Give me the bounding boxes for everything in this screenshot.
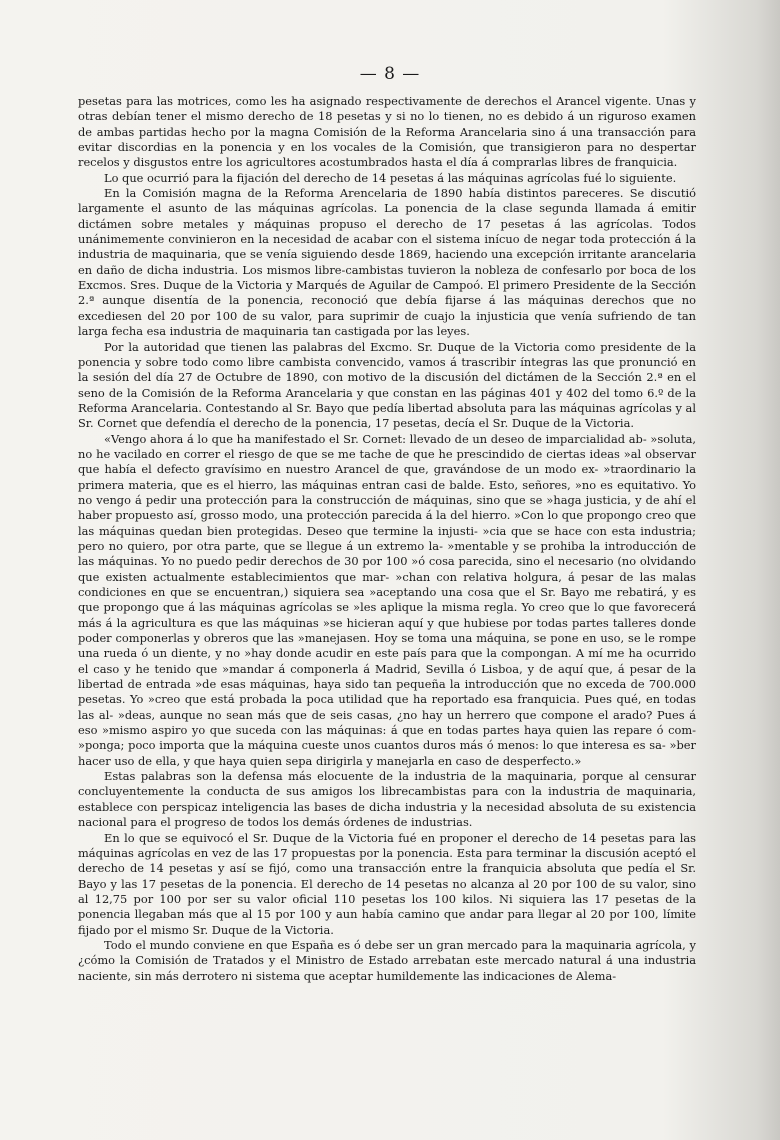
- body-text: [78, 94, 696, 984]
- paragraph: Por la autoridad que tienen las palabras del Excmo. Sr. Duque de la Victoria como presidente de la ponencia y sobre todo como libre cambista convencido, vamos á trascribir íntegras las que pronunció en la sesión del día 27 de Octubre de 1890, con motivo de la discusión del dictámen de la Sección 2.ª en el seno de la Comisión de la Reforma Arancelaria y que constan en las páginas 401 y 402 del tomo 6.º de la Reforma Arancelaria. Contestando al Sr. Bayo que pedía libertad absoluta para las máquinas agrícolas y al Sr. Cornet que defendía el derecho de la ponencia, 17 pesetas, decía el Sr. Duque de la Victoria.: [78, 339, 696, 431]
- paragraph: pesetas para las motrices, como les ha asignado respectivamente de derechos el Arancel vigente. Unas y otras debían tener el mismo derecho de 18 pesetas y si no lo tienen, no es debido á un riguroso examen de ambas partidas hecho por la magna Comisión de la Reforma Arancelaria sino á una transacción para evitar discordias en la ponencia y en los vocales de la Comisión, que transigieron para no despertar recelos y disgustos entre los agricultores acostumbrados hasta el día á comprarlas libres de franquicia.: [78, 94, 696, 170]
- paragraph: En la Comisión magna de la Reforma Arencelaria de 1890 había distintos pareceres. Se discutió largamente el asunto de las máquinas agrícolas. La ponencia de la clase segunda llamada á emitir dictámen sobre metales y máquinas propuso el derecho de 17 pesetas á las agrícolas. Todos unánimemente convinieron en la necesidad de acabar con el sistema inícuo de negar toda protección á la industria de maquinaria, que se venía siguiendo desde 1869, haciendo una excepción irritante arancelaria en daño de dicha industria. Los mismos libre-cambistas tuvieron la nobleza de confesarlo por boca de los Excmos. Sres. Duque de la Victoria y Marqués de Aguilar de Campoó. El primero Presidente de la Sección 2.ª aunque disentía de la ponencia, reconoció que debía fijarse á las máquinas derechos que no excediesen del 20 por 100 de su valor, para suprimir de cuajo la injusticia que venía sufriendo de tan larga fecha esa industria de maquinaria tan castigada por las leyes.: [78, 186, 696, 339]
- paragraph: Todo el mundo conviene en que España es ó debe ser un gran mercado para la maquinaria agrícola, y ¿cómo la Comisión de Tratados y el Ministro de Estado arrebatan este mercado natural á una industria naciente, sin más derrotero ni sistema que aceptar humildemente las indicaciones de Alema-: [78, 937, 696, 983]
- quoted-speech: «Vengo ahora á lo que ha manifestado el Sr. Cornet: llevado de un deseo de imparcialidad ab- »soluta, no he vacilado en correr el riesgo de que se me tache de que he prescindido de ciertas ideas »al observar que había el defecto gravísimo en nuestro Arancel de que, gravándose de un modo ex- »traordinario la primera materia, que es el hierro, las máquinas entran casi de balde. Esto, señores, »no es equitativo. Yo no vengo á pedir una protección para la construcción de máquinas, sino que se »haga justicia, y de ahí el haber propuesto así, grosso modo, una protección parecida á la del hierro. »Con lo que propongo creo que las máquinas quedan bien protegidas. Deseo que termine la injusti- »cia que se hace con esta industria; pero no quiero, por otra parte, que se llegue á un extremo la- »mentable y se prohiba la introducción de las máquinas. Yo no puedo pedir derechos de 30 por 100 »ó cosa parecida, sino el necesario (no olvidando que existen actualmente establecimientos que mar- »chan con relativa holgura, á pesar de las malas condiciones en que se encuentran,) siquiera sea »aceptando una cosa que el Sr. Bayo me rebatirá, y es que propongo que á las máquinas agrícolas se »les aplique la misma regla. Yo creo que lo que favorecerá más á la agricultura es que las máquinas »se hicieran aquí y que hubiese por todas partes talleres donde poder componerlas y obreros que las »manejasen. Hoy se toma una máquina, se pone en uso, se le rompe una rueda ó un diente, y no »hay donde acudir en este país para que la compongan. A mí me ha ocurrido el caso y he tenido que »mandar á componerla á Madrid, Sevilla ó Lisboa, y de aquí que, á pesar de la libertad de entrada »de esas máquinas, haya sido tan pequeña la introducción que no exceda de 700.000 pesetas. Yo »creo que está probada la poca utilidad que ha reportado esa franquicia. Pues qué, en todas las al- »deas, aunque no sean más que de seis casas, ¿no hay un herrero que compone el arado? Pues á eso »mismo aspiro yo que suceda con las máquinas: á que en todas partes haya quien las repare ó com- »ponga; poco importa que la máquina cueste unos cuantos duros más ó menos: lo que interesa es sa- »ber hacer uso de ella, y que haya quien sepa dirigirla y manejarla en caso de desperfecto.»: [78, 431, 696, 768]
- paragraph: Estas palabras son la defensa más elocuente de la industria de la maquinaria, porque al censurar concluyentemente la conducta de sus amigos los librecambistas para con la industria de maquinaria, establece con perspicaz inteligencia las bases de dicha industria y la necesidad absoluta de su existencia nacional para el progreso de todos los demás órdenes de industrias.: [78, 769, 696, 830]
- paragraph: Lo que ocurrió para la fijación del derecho de 14 pesetas á las máquinas agrícolas fué lo siguiente.: [104, 170, 677, 185]
- paragraph: En lo que se equivocó el Sr. Duque de la Victoria fué en proponer el derecho de 14 pesetas para las máquinas agrícolas en vez de las 17 propuestas por la ponencia. Esta para terminar la discusión aceptó el derecho de 14 pesetas y así se fijó, como una transacción entre la franquicia absoluta que pedía el Sr. Bayo y las 17 pesetas de la ponencia. El derecho de 14 pesetas no alcanza al 20 por 100 de su valor, sino al 12,75 por 100 por ser su valor oficial 110 pesetas los 100 kilos. Ni siquiera las 17 pesetas de la ponencia llegaban más que al 15 por 100 y aun había camino que andar para llegar al 20 por 100, límite fijado por el mismo Sr. Duque de la Victoria.: [78, 830, 696, 937]
- page-number: — 8 —: [359, 64, 421, 84]
